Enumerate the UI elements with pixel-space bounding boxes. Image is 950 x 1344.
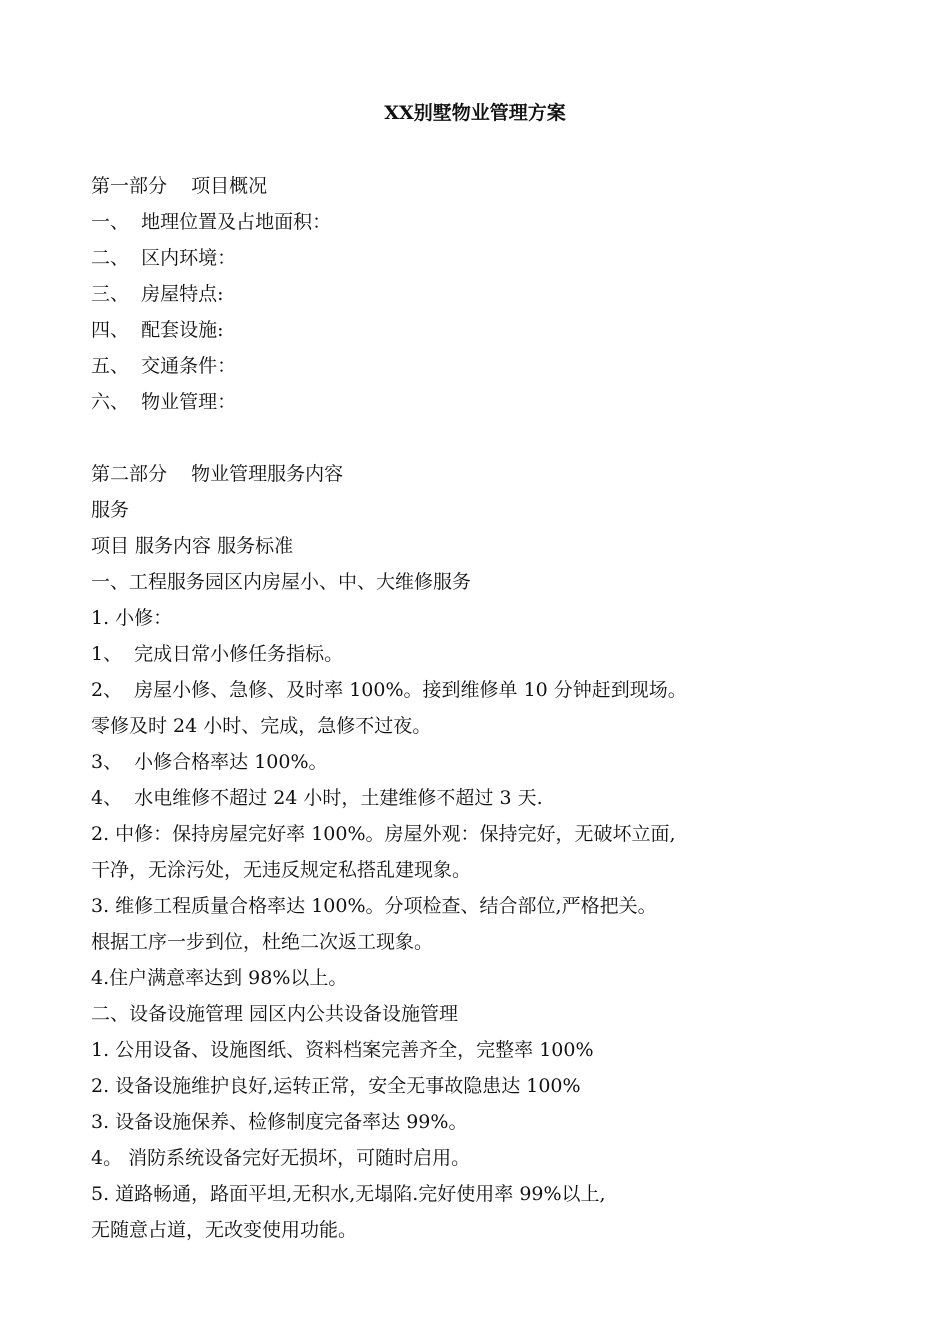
body-line: 3、 小修合格率达 100%。	[91, 751, 328, 773]
part1-item-housing: 三、 房屋特点:	[91, 283, 224, 305]
body-line: 项目 服务内容 服务标准	[91, 535, 294, 557]
part1-heading: 第一部分 项目概况	[91, 175, 268, 197]
part1-item-management: 六、 物业管理：	[91, 391, 237, 413]
body-line: 服务	[91, 499, 130, 521]
part2-heading: 第二部分 物业管理服务内容	[91, 463, 344, 485]
body-line: 2. 设备设施维护良好,运转正常，安全无事故隐患达 100%	[91, 1075, 581, 1097]
document-title: XX别墅物业管理方案	[384, 102, 566, 124]
body-line: 干净，无涂污处，无违反规定私搭乱建现象。	[91, 859, 472, 881]
part1-item-location: 一、 地理位置及占地面积：	[91, 211, 332, 233]
body-line: 3. 维修工程质量合格率达 100%。分项检查、结合部位,严格把关。	[91, 895, 657, 917]
part1-item-traffic: 五、 交通条件：	[91, 355, 237, 377]
body-line: 二、设备设施管理 园区内公共设备设施管理	[91, 1003, 459, 1025]
body-line: 4.住户满意率达到 98%以上。	[91, 967, 348, 989]
body-line: 1. 公用设备、设施图纸、资料档案完善齐全，完整率 100%	[91, 1039, 594, 1061]
section-spacer	[91, 420, 891, 456]
body-line: 1、 完成日常小修任务指标。	[91, 643, 344, 665]
body-line: 3. 设备设施保养、检修制度完备率达 99%。	[91, 1111, 468, 1133]
part1-item-environment: 二、 区内环境：	[91, 247, 237, 269]
body-line: 4、 水电维修不超过 24 小时，土建维修不超过 3 天.	[91, 787, 543, 809]
body-line: 1. 小修：	[91, 607, 173, 629]
part1-item-facilities: 四、 配套设施:	[91, 319, 224, 341]
body-line: 零修及时 24 小时、完成，急修不过夜。	[91, 715, 432, 737]
document-body	[91, 168, 891, 1248]
body-line: 一、工程服务园区内房屋小、中、大维修服务	[91, 571, 472, 593]
body-line: 2. 中修：保持房屋完好率 100%。房屋外观：保持完好，无破坏立面,	[91, 823, 676, 845]
body-line: 2、 房屋小修、急修、及时率 100%。接到维修单 10 分钟赶到现场。	[91, 679, 687, 701]
body-line: 无随意占道，无改变使用功能。	[91, 1219, 358, 1241]
body-line: 4。 消防系统设备完好无损坏，可随时启用。	[91, 1147, 471, 1169]
body-line: 5. 道路畅通，路面平坦,无积水,无塌陷.完好使用率 99%以上,	[91, 1183, 606, 1205]
body-line: 根据工序一步到位，杜绝二次返工现象。	[91, 931, 434, 953]
